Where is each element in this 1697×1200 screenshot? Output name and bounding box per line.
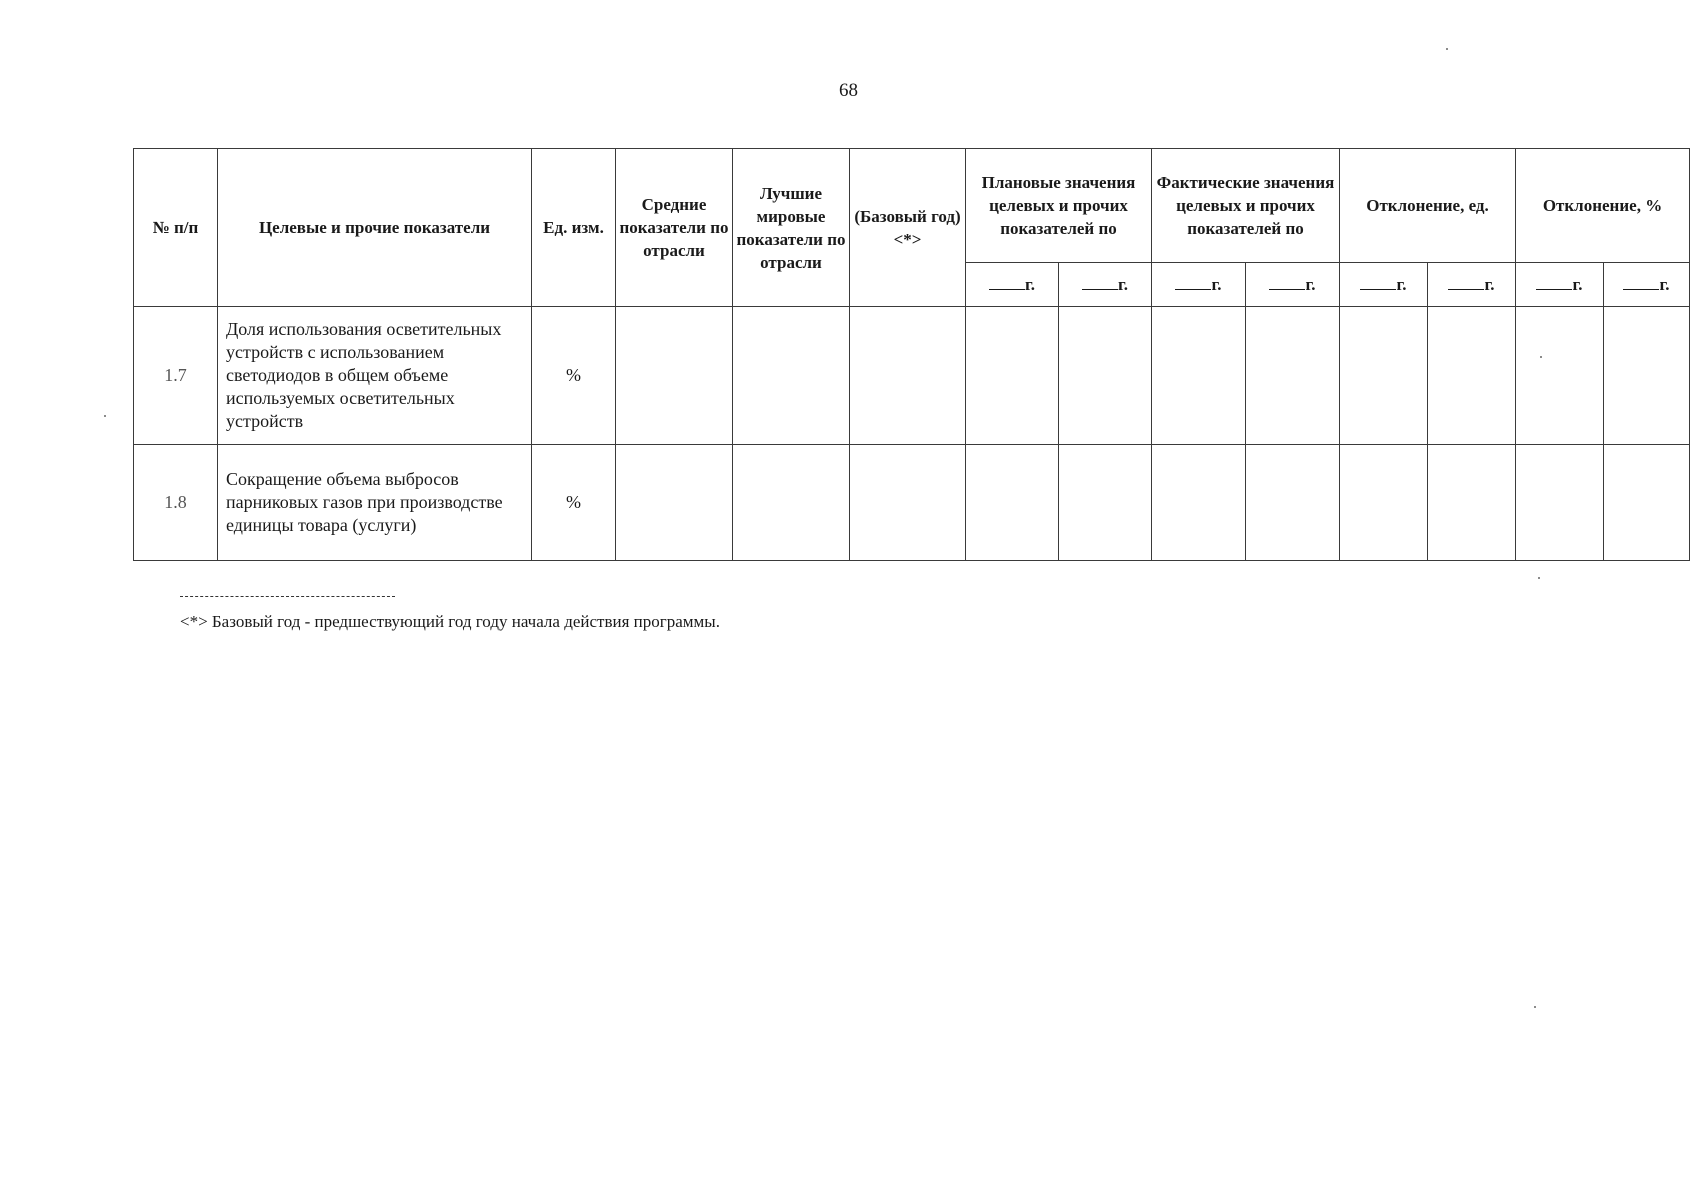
header-industry-avg: Средние показатели по отрасли <box>616 149 733 307</box>
header-actual: Фактические значения целевых и прочих показателей по <box>1152 149 1340 263</box>
empty-cell <box>850 445 966 561</box>
year-cell: г. <box>1428 263 1516 307</box>
empty-cell <box>1340 445 1428 561</box>
table-row <box>134 445 1690 561</box>
year-blank-line <box>1082 276 1118 290</box>
header-indicators: Целевые и прочие показатели <box>218 149 532 307</box>
year-blank-line <box>1536 276 1572 290</box>
year-cell: г. <box>1152 263 1246 307</box>
year-cell: г. <box>1340 263 1428 307</box>
scan-speck <box>104 415 106 417</box>
empty-cell <box>616 445 733 561</box>
header-base-year: (Базовый год) <*> <box>850 149 966 307</box>
empty-cell <box>1246 307 1340 445</box>
indicators-table <box>133 148 1690 561</box>
empty-cell <box>1152 445 1246 561</box>
header-world-best: Лучшие мировые показатели по отрасли <box>733 149 850 307</box>
year-blank-line <box>989 276 1025 290</box>
scan-speck <box>1538 577 1540 579</box>
row-unit: % <box>532 307 616 445</box>
year-blank-line <box>1175 276 1211 290</box>
header-deviation-units: Отклонение, ед. <box>1340 149 1516 263</box>
row-unit: % <box>532 445 616 561</box>
row-indicator-name: Доля использования осветительных устройств с использованием светодиодов в общем объеме используемых осветительных устройств <box>218 307 532 445</box>
empty-cell <box>1516 445 1604 561</box>
page-number: 68 <box>839 80 858 101</box>
year-cell: г. <box>966 263 1059 307</box>
empty-cell <box>1604 445 1690 561</box>
empty-cell <box>966 307 1059 445</box>
year-cell: г. <box>1246 263 1340 307</box>
scan-speck <box>1446 48 1448 50</box>
year-blank-line <box>1269 276 1305 290</box>
empty-cell <box>1340 307 1428 445</box>
empty-cell <box>966 445 1059 561</box>
empty-cell <box>850 307 966 445</box>
footnote-separator <box>180 596 395 597</box>
empty-cell <box>1059 445 1152 561</box>
header-num: № п/п <box>134 149 218 307</box>
scan-speck <box>1534 1006 1536 1008</box>
empty-cell <box>1516 307 1604 445</box>
empty-cell <box>733 445 850 561</box>
year-blank-line <box>1623 276 1659 290</box>
empty-cell <box>733 307 850 445</box>
empty-cell <box>1152 307 1246 445</box>
year-cell: г. <box>1516 263 1604 307</box>
year-blank-line <box>1360 276 1396 290</box>
empty-cell <box>1428 307 1516 445</box>
empty-cell <box>1428 445 1516 561</box>
year-cell: г. <box>1604 263 1690 307</box>
row-num: 1.7 <box>134 307 218 445</box>
header-planned: Плановые значения целевых и прочих показателей по <box>966 149 1152 263</box>
row-num: 1.8 <box>134 445 218 561</box>
row-indicator-name: Сокращение объема выбросов парниковых газов при производстве единицы товара (услуги) <box>218 445 532 561</box>
year-cell: г. <box>1059 263 1152 307</box>
header-unit: Ед. изм. <box>532 149 616 307</box>
empty-cell <box>1604 307 1690 445</box>
table-row <box>134 307 1690 445</box>
empty-cell <box>616 307 733 445</box>
footnote: <*> Базовый год - предшествующий год году начала действия программы. <box>180 612 720 631</box>
header-deviation-percent: Отклонение, % <box>1516 149 1690 263</box>
year-blank-line <box>1448 276 1484 290</box>
empty-cell <box>1059 307 1152 445</box>
scan-speck <box>1540 356 1542 358</box>
empty-cell <box>1246 445 1340 561</box>
